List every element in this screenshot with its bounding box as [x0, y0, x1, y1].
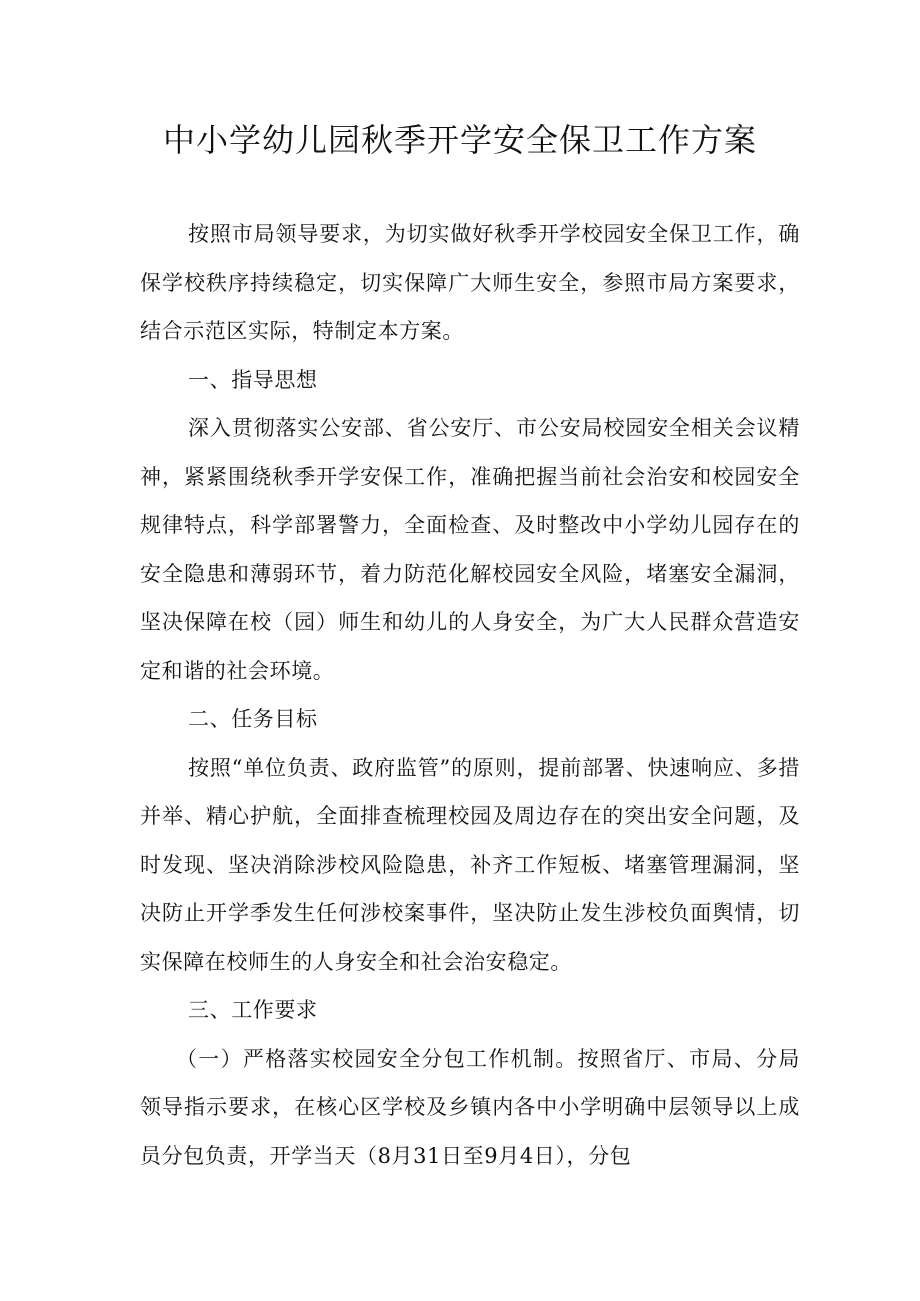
document-title: 中小学幼儿园秋季开学安全保卫工作方案: [162, 121, 757, 159]
section-heading-work-requirements: 三、工作要求: [188, 998, 318, 1022]
work-requirement-item-1: （一）严格落实校园安全分包工作机制。按照省厅、市局、分局领导指示要求，在核心区学校及乡镇内各中小学明确中层领导以上成员分包负责，开学当天（8月31日至9月4日），分包: [140, 1046, 800, 1168]
document-body: [140, 210, 800, 1180]
section-heading-guiding-thought: 一、指导思想: [188, 367, 318, 392]
section-heading-task-goals: 二、任务目标: [188, 707, 318, 731]
intro-paragraph: 按照市局领导要求，为切实做好秋季开学校园安全保卫工作，确保学校秩序持续稳定，切实保障广大师生安全，参照市局方案要求，结合示范区实际，特制定本方案。: [140, 222, 800, 343]
guiding-thought-paragraph: 深入贯彻落实公安部、省公安厅、市公安局校园安全相关会议精神，紧紧围绕秋季开学安保工作，准确把握当前社会治安和校园安全规律特点，科学部署警力，全面检查、及时整改中小学幼儿园存在的安全隐患和薄弱环节，着力防范化解校园安全风险，堵塞安全漏洞，坚决保障在校（园）师生和幼儿的人身安全，为广大人民群众营造安定和谐的社会环境。: [140, 416, 800, 683]
task-goals-paragraph: 按照“单位负责、政府监管”的原则，提前部署、快速响应、多措并举、精心护航，全面排查梳理校园及周边存在的突出安全问题，及时发现、坚决消除涉校风险隐患，补齐工作短板、堵塞管理漏洞，坚决防止开学季发生任何涉校案事件，坚决防止发生涉校负面舆情，切实保障在校师生的人身安全和社会治安稳定。: [140, 755, 800, 974]
